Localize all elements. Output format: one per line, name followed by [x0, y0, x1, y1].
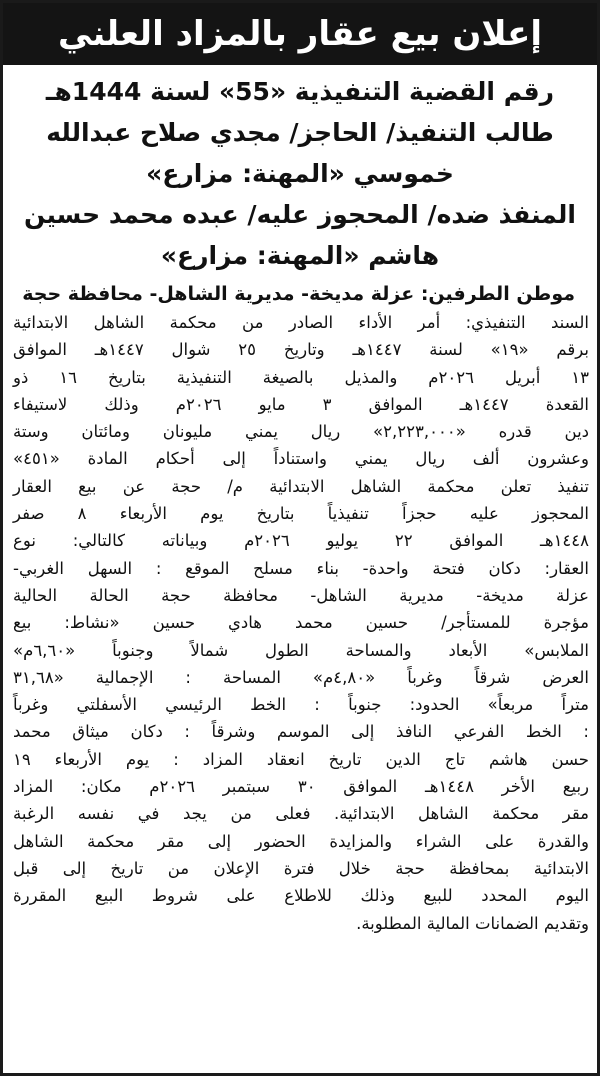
parties-domicile: موطن الطرفين: عزلة مديخة- مديرية الشاهل- محافظة حجة — [22, 283, 575, 305]
body-line: ١٤٤٨هـ الموافق ٢٢ يوليو ٢٠٢٦م وبياناته كالتالي: نوع — [13, 531, 590, 551]
body-line: دين قدره «٢,٢٢٣,٠٠٠» ريال يمني مليونان ومائتان وستة — [13, 422, 590, 442]
body-line: عزلة مديخة- مديرية الشاهل- محافظة حجة الحالة الحالية — [13, 585, 589, 605]
notice-title: إعلان بيع عقار بالمزاد العلني — [3, 3, 597, 65]
claimant-profession-line: خموسي «المهنة: مزارع» — [146, 159, 454, 188]
debtor-line: المنفذ ضده/ المحجوز عليه/ عبده محمد حسين — [23, 200, 576, 229]
case-number-line: رقم القضية التنفيذية «55» لسنة 1444هـ — [45, 77, 555, 106]
body-line: مؤجرة للمستأجر/ حسين محمد هادي حسين «نشاط: بيع — [13, 613, 589, 633]
claimant-line: طالب التنفيذ/ الحاجز/ مجدي صلاح عبدالله — [46, 118, 554, 147]
body-line: متراً مربعاً» الحدود: جنوباً : الخط الرئيسي الأسفلتي وغرباً — [13, 695, 589, 715]
body-line: الابتدائية بمحافظة حجة خلال فترة الإعلان من تاريخ إلى قبل — [13, 858, 589, 878]
body-line: تنفيذ تعلن محكمة الشاهل الابتدائية م/ حجة عن بيع العقار — [13, 476, 589, 496]
body-line: مقر محكمة الشاهل الابتدائية. فعلى من يجد في نفسه الرغبة — [13, 804, 589, 824]
body-line: : الخط الفرعي النافذ إلى الموسم وشرقاً : دكان ميثاق محمد — [13, 722, 589, 742]
body-line: العرض شرقاً وغرباً «٤,٨٠م» المساحة : الإجمالية «٣١,٦٨ — [13, 667, 589, 687]
body-line: ربيع الأخر ١٤٤٨هـ الموافق ٣٠ سبتمبر ٢٠٢٦م مكان: المزاد — [13, 777, 590, 797]
body-line: القعدة ١٤٤٧هـ الموافق ٣ مايو ٢٠٢٦م وذلك لاستيفاء — [13, 394, 590, 414]
body-line: المحجوز عليه حجزاً تنفيذياً بتاريخ يوم الأربعاء ٨ صفر — [13, 504, 589, 524]
debtor-profession-line: هاشم «المهنة: مزارع» — [160, 241, 440, 270]
body-line: السند التنفيذي: أمر الأداء الصادر من محكمة الشاهل الابتدائية — [13, 313, 589, 332]
body-line: وتقديم الضمانات المالية المطلوبة. — [356, 913, 589, 933]
body-line: والقدرة على الشراء والمزايدة الحضور إلى مقر محكمة الشاهل — [13, 831, 589, 851]
body-line: العقار: دكان فتحة واحدة- بناء مسلح الموقع : السهل الغربي- — [13, 558, 589, 578]
notice-body — [3, 309, 597, 937]
body-line: حسن هاشم تاج الدين تاريخ انعقاد المزاد : يوم الأربعاء ١٩ — [13, 749, 589, 769]
case-header — [3, 65, 597, 276]
body-line: برقم «١٩» لسنة ١٤٤٧هـ وتاريخ ٢٥ شوال ١٤٤٧هـ الموافق — [13, 340, 589, 360]
body-line: اليوم المحدد للبيع وذلك للاطلاع على شروط البيع المقررة — [13, 886, 589, 906]
body-line: وعشرون ألف ريال يمني واستناداً إلى أحكام المادة «٤٥١» — [13, 449, 589, 469]
body-line: ١٣ أبريل ٢٠٢٦م والمذيل بالصيغة التنفيذية بتاريخ ١٦ ذو — [13, 367, 590, 387]
body-line: الملابس» الأبعاد والمساحة الطول شمالاً وجنوباً «٦,٦٠م» — [13, 640, 589, 660]
